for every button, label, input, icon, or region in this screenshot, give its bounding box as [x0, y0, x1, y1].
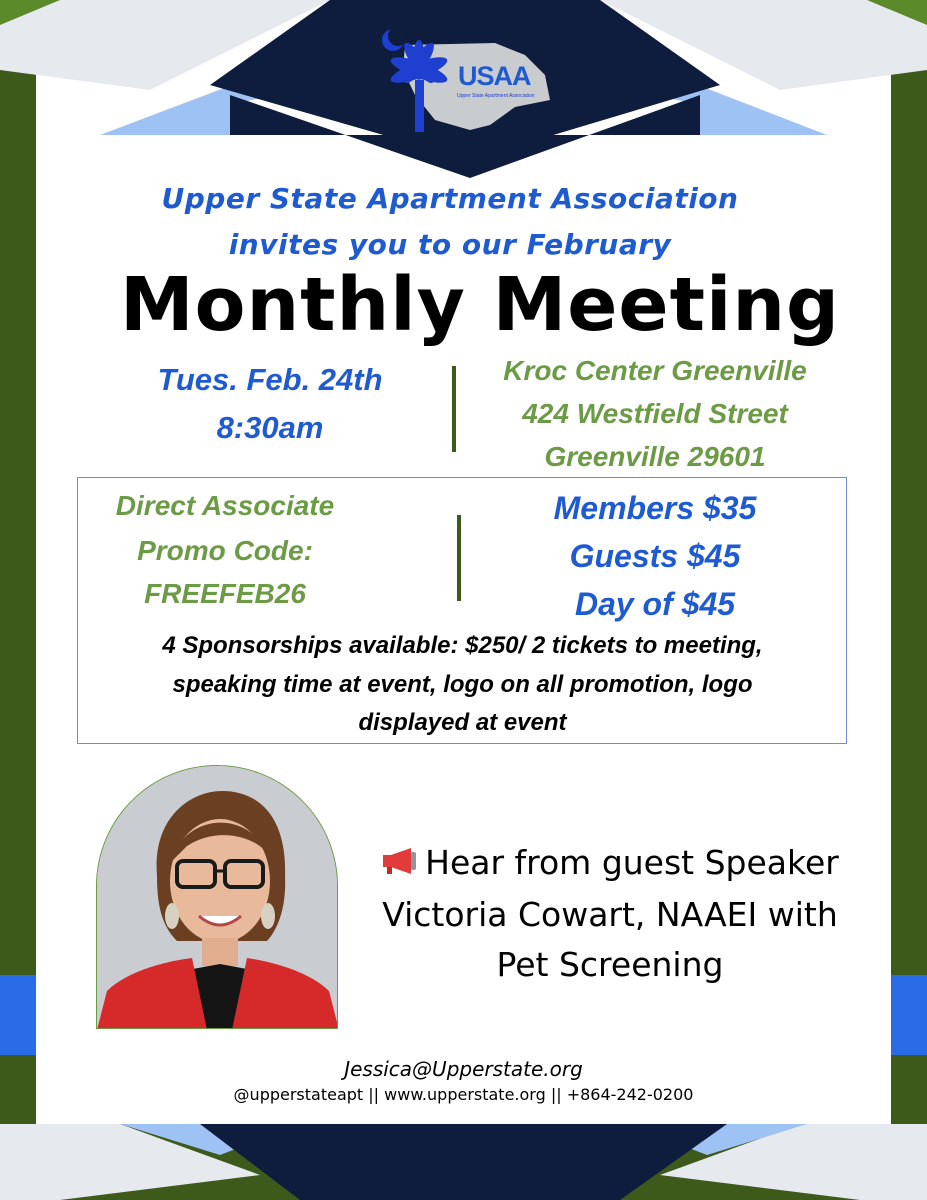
- event-venue: Kroc Center Greenville: [503, 355, 807, 386]
- megaphone-icon: [381, 840, 419, 890]
- speaker-info: [360, 838, 860, 990]
- divider-top: [452, 366, 456, 452]
- event-time: 8:30am: [216, 410, 324, 445]
- page-title: Monthly Meeting: [120, 262, 840, 348]
- event-city: Greenville 29601: [544, 441, 766, 472]
- logo-tagline: Upper State Apartment Association: [457, 93, 535, 99]
- sponsorship-line-2: speaking time at event, logo on all promotion, logo: [172, 671, 753, 698]
- footer-contacts: @upperstateapt || www.upperstate.org || +864-242-0200: [233, 1085, 694, 1104]
- price-day-of: Day of $45: [574, 586, 736, 622]
- footer-email: Jessica@Upperstate.org: [344, 1057, 583, 1081]
- sponsorship-line-1: 4 Sponsorships available: $250/ 2 tickets to meeting,: [162, 632, 763, 659]
- event-date: Tues. Feb. 24th: [157, 362, 383, 397]
- event-street: 424 Westfield Street: [522, 398, 788, 429]
- speaker-line-1-text: Hear from guest Speaker: [425, 843, 839, 882]
- speaker-line-2: Victoria Cowart, NAAEI with: [382, 894, 838, 934]
- sponsorship-line-3: displayed at event: [358, 709, 567, 736]
- divider-box: [457, 515, 461, 601]
- intro-line-2: invites you to our February: [228, 228, 672, 261]
- speaker-line-3: Pet Screening: [496, 944, 724, 984]
- speaker-line-1: [360, 838, 860, 890]
- price-guests: Guests $45: [569, 538, 741, 574]
- promo-line-2: Promo Code:: [137, 535, 313, 566]
- usaa-logo: [375, 25, 575, 135]
- price-members: Members $35: [553, 490, 757, 526]
- promo-code: FREEFEB26: [144, 578, 306, 609]
- logo-text: USAA: [458, 61, 531, 91]
- speaker-portrait: [97, 766, 338, 1029]
- intro-line-1: Upper State Apartment Association: [161, 182, 739, 215]
- promo-line-1: Direct Associate: [115, 490, 335, 521]
- speaker-photo: [96, 765, 338, 1029]
